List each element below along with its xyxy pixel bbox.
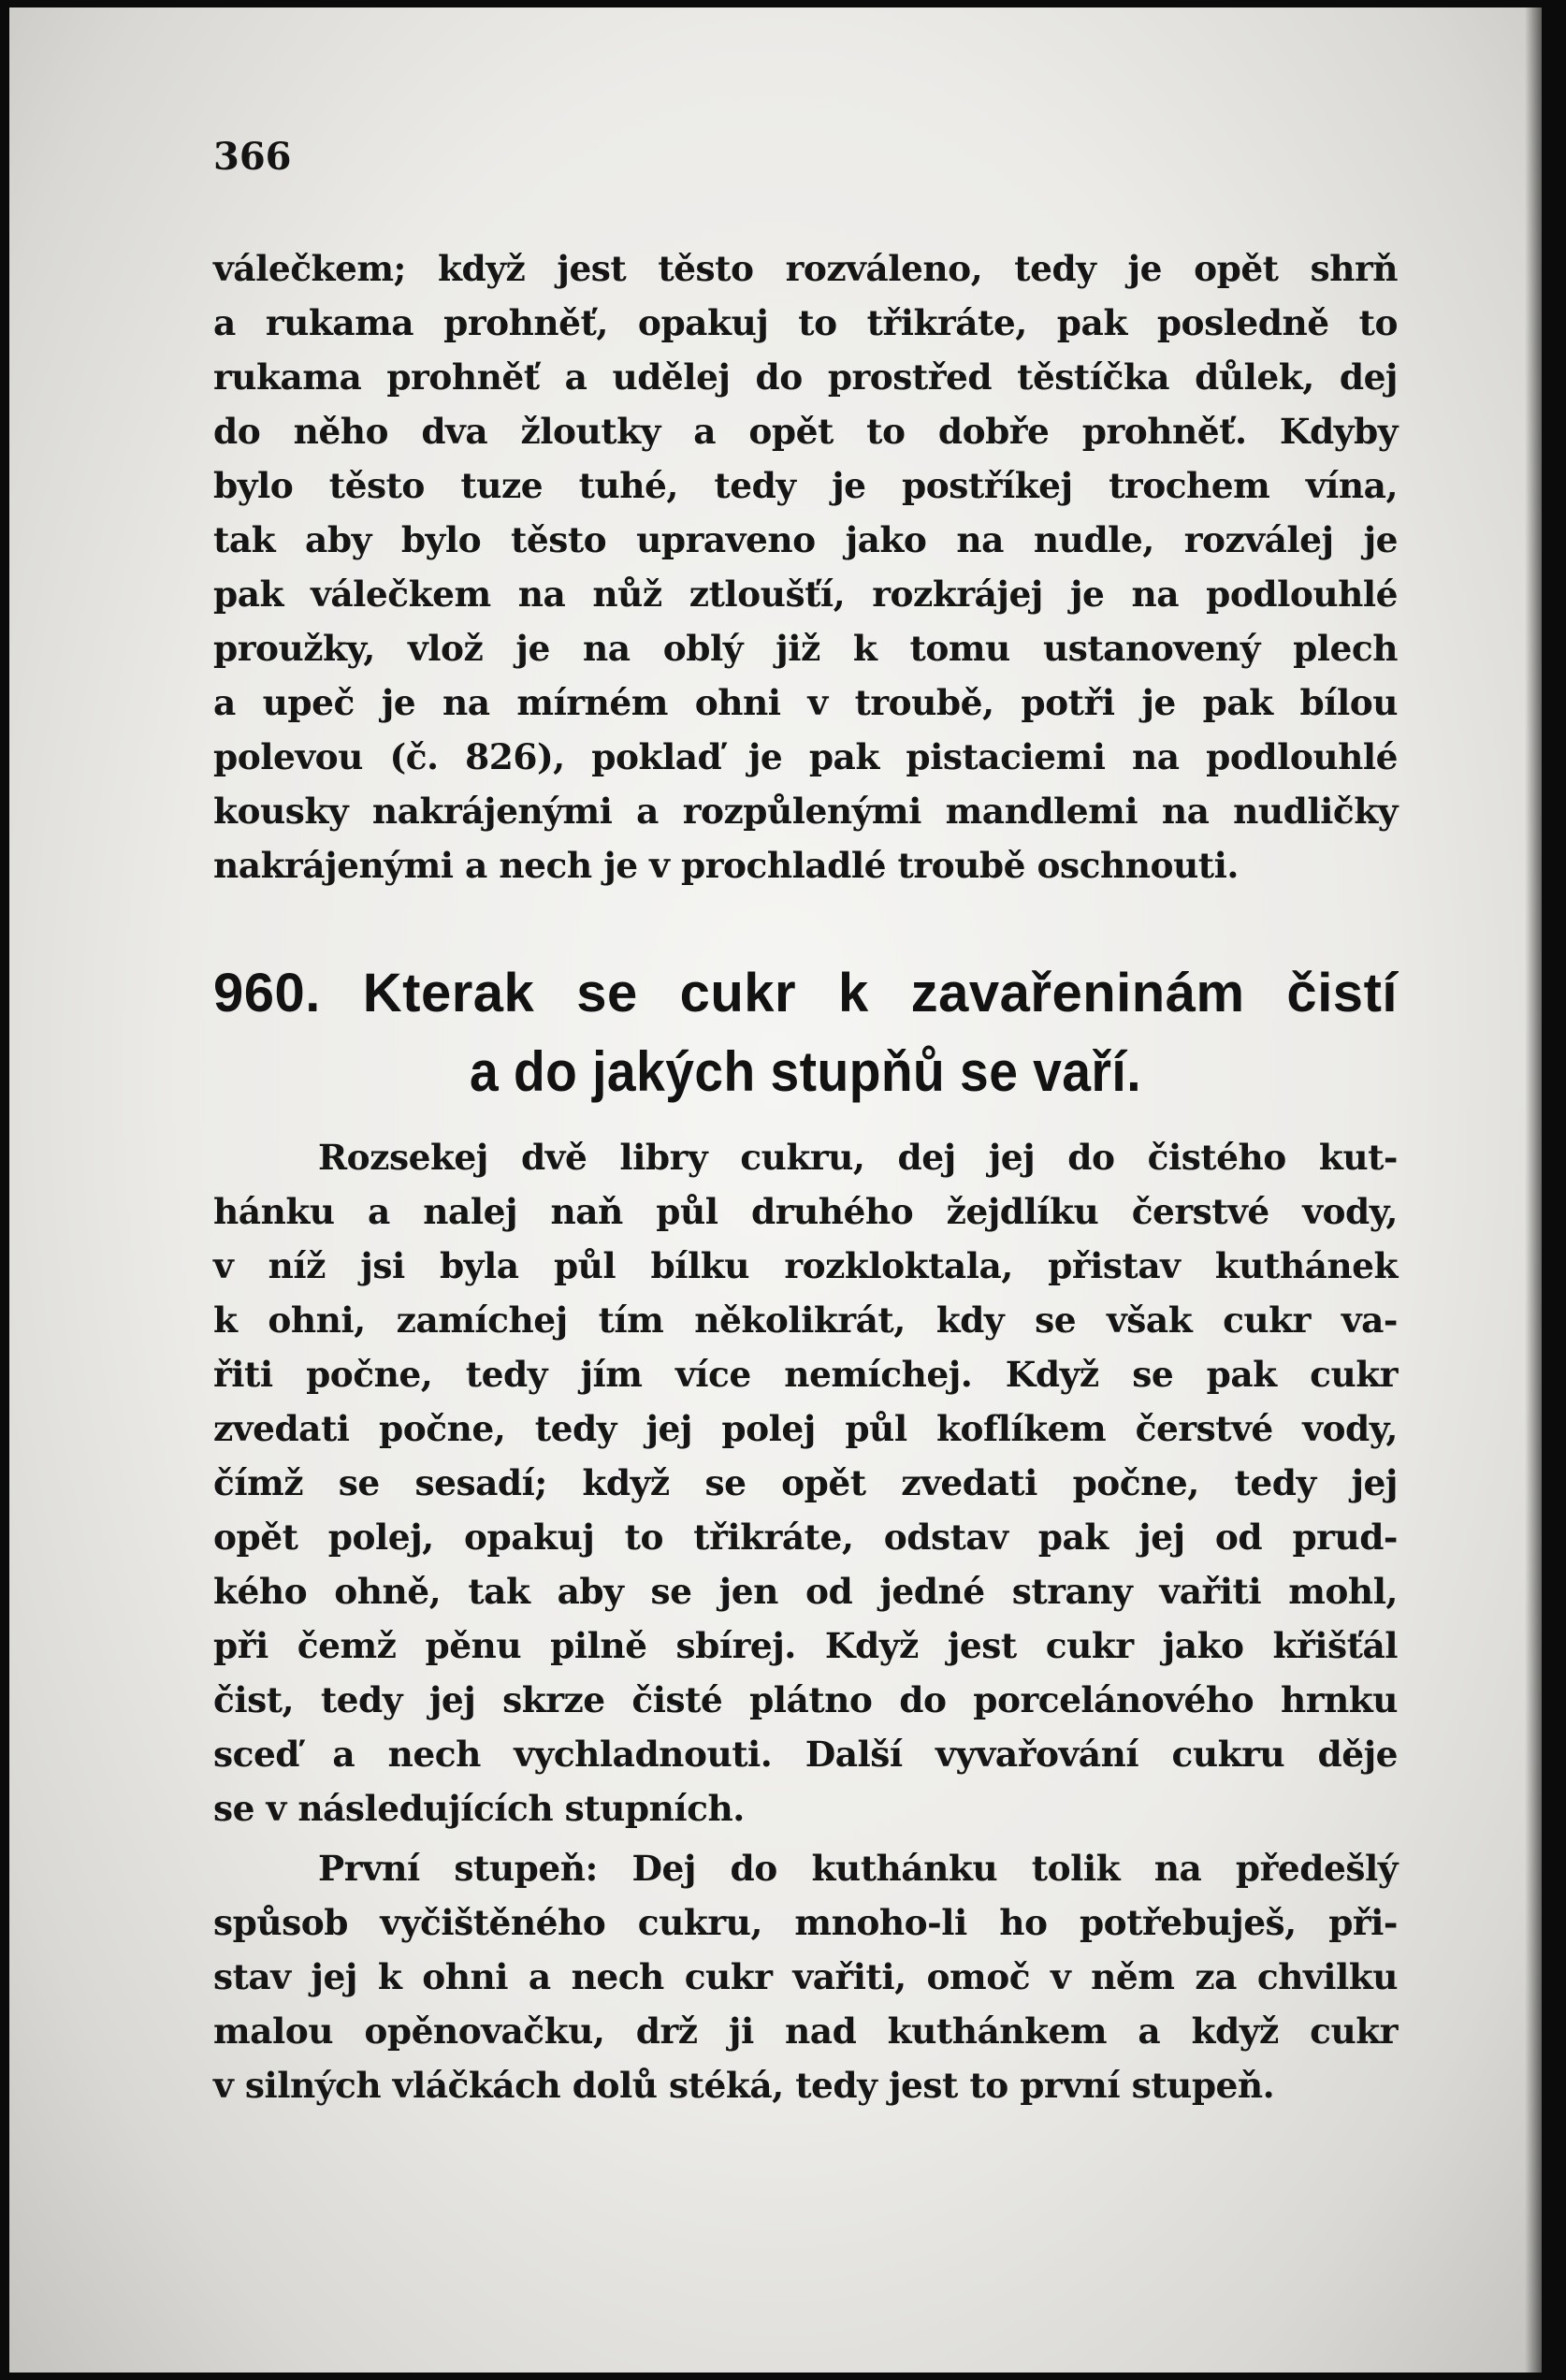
- paragraph-first-stage: [213, 1841, 1398, 2112]
- text-line: v silných vláčkách dolů stéká, tedy jest to první stupeň.: [213, 2065, 1275, 2106]
- paragraph-sugar-cleaning: [213, 1130, 1398, 1836]
- scanned-page: [9, 7, 1542, 2373]
- text-line: čist, tedy jej skrze čisté plátno do porcelánového hrnku: [213, 1679, 1398, 1720]
- heading-line: a do jakých stupňů se vaří.: [469, 1040, 1142, 1103]
- text-line: polevou (č. 826), poklaď je pak pistaciemi na podlouhlé: [213, 736, 1398, 777]
- text-line: k ohni, zamíchej tím několikrát, kdy se však cukr va-: [213, 1299, 1398, 1341]
- text-line: sceď a nech vychladnouti. Další vyvařování cukru děje: [213, 1734, 1398, 1775]
- text-line: řiti počne, tedy jím více nemíchej. Když se pak cukr: [213, 1354, 1398, 1395]
- text-line: a upeč je na mírném ohni v troubě, potři je pak bílou: [213, 682, 1398, 723]
- text-line: se v následujících stupních.: [213, 1788, 745, 1829]
- text-line: malou opěnovačku, drž ji nad kuthánkem a když cukr: [213, 2010, 1398, 2052]
- text-line: kousky nakrájenými a rozpůlenými mandlemi na nudličky: [213, 791, 1398, 832]
- text-line: čímž se sesadí; když se opět zvedati počne, tedy jej: [213, 1462, 1398, 1503]
- text-line: pak válečkem na nůž ztloušťí, rozkrájej je na podlouhlé: [213, 573, 1398, 615]
- text-line: tak aby bylo těsto upraveno jako na nudle, rozválej je: [213, 519, 1398, 560]
- text-line: stav jej k ohni a nech cukr vařiti, omoč v něm za chvilku: [213, 1956, 1398, 1997]
- text-line: spůsob vyčištěného cukru, mnoho-li ho potřebuješ, při-: [213, 1902, 1398, 1943]
- text-line: bylo těsto tuze tuhé, tedy je postříkej trochem vína,: [213, 465, 1398, 506]
- paragraph-continuation: [213, 241, 1398, 892]
- page-number: 366: [213, 135, 292, 179]
- text-line: a rukama prohněť, opakuj to třikráte, pak posledně to: [213, 302, 1398, 343]
- text-line: hánku a nalej naň půl druhého žejdlíku čerstvé vody,: [213, 1191, 1398, 1232]
- heading-line: 960. Kterak se cukr k zavařeninám čistí: [213, 963, 1398, 1023]
- text-line: do něho dva žloutky a opět to dobře prohněť. Kdyby: [213, 411, 1398, 452]
- text-line: válečkem; když jest těsto rozváleno, tedy je opět shrň: [213, 248, 1398, 289]
- text-line: proužky, vlož je na oblý již k tomu ustanovený plech: [213, 628, 1398, 669]
- text-line: opět polej, opakuj to třikráte, odstav pak jej od prud-: [213, 1517, 1398, 1558]
- text-line: První stupeň: Dej do kuthánku tolik na předešlý: [318, 1848, 1398, 1889]
- text-line: nakrájenými a nech je v prochladlé troubě oschnouti.: [213, 845, 1239, 886]
- text-line: zvedati počne, tedy jej polej půl koflíkem čerstvé vody,: [213, 1408, 1398, 1449]
- text-line: rukama prohněť a udělej do prostřed těstíčka důlek, dej: [213, 356, 1398, 398]
- scan-edge-shadow: [1525, 7, 1542, 2373]
- text-line: kého ohně, tak aby se jen od jedné strany vařiti mohl,: [213, 1571, 1398, 1612]
- recipe-heading-960: [213, 954, 1398, 1111]
- text-line: při čemž pěnu pilně sbírej. Když jest cukr jako křišťál: [213, 1625, 1398, 1666]
- text-line: v níž jsi byla půl bílku rozkloktala, přistav kuthánek: [213, 1245, 1398, 1286]
- text-line: Rozsekej dvě libry cukru, dej jej do čistého kut-: [318, 1137, 1398, 1178]
